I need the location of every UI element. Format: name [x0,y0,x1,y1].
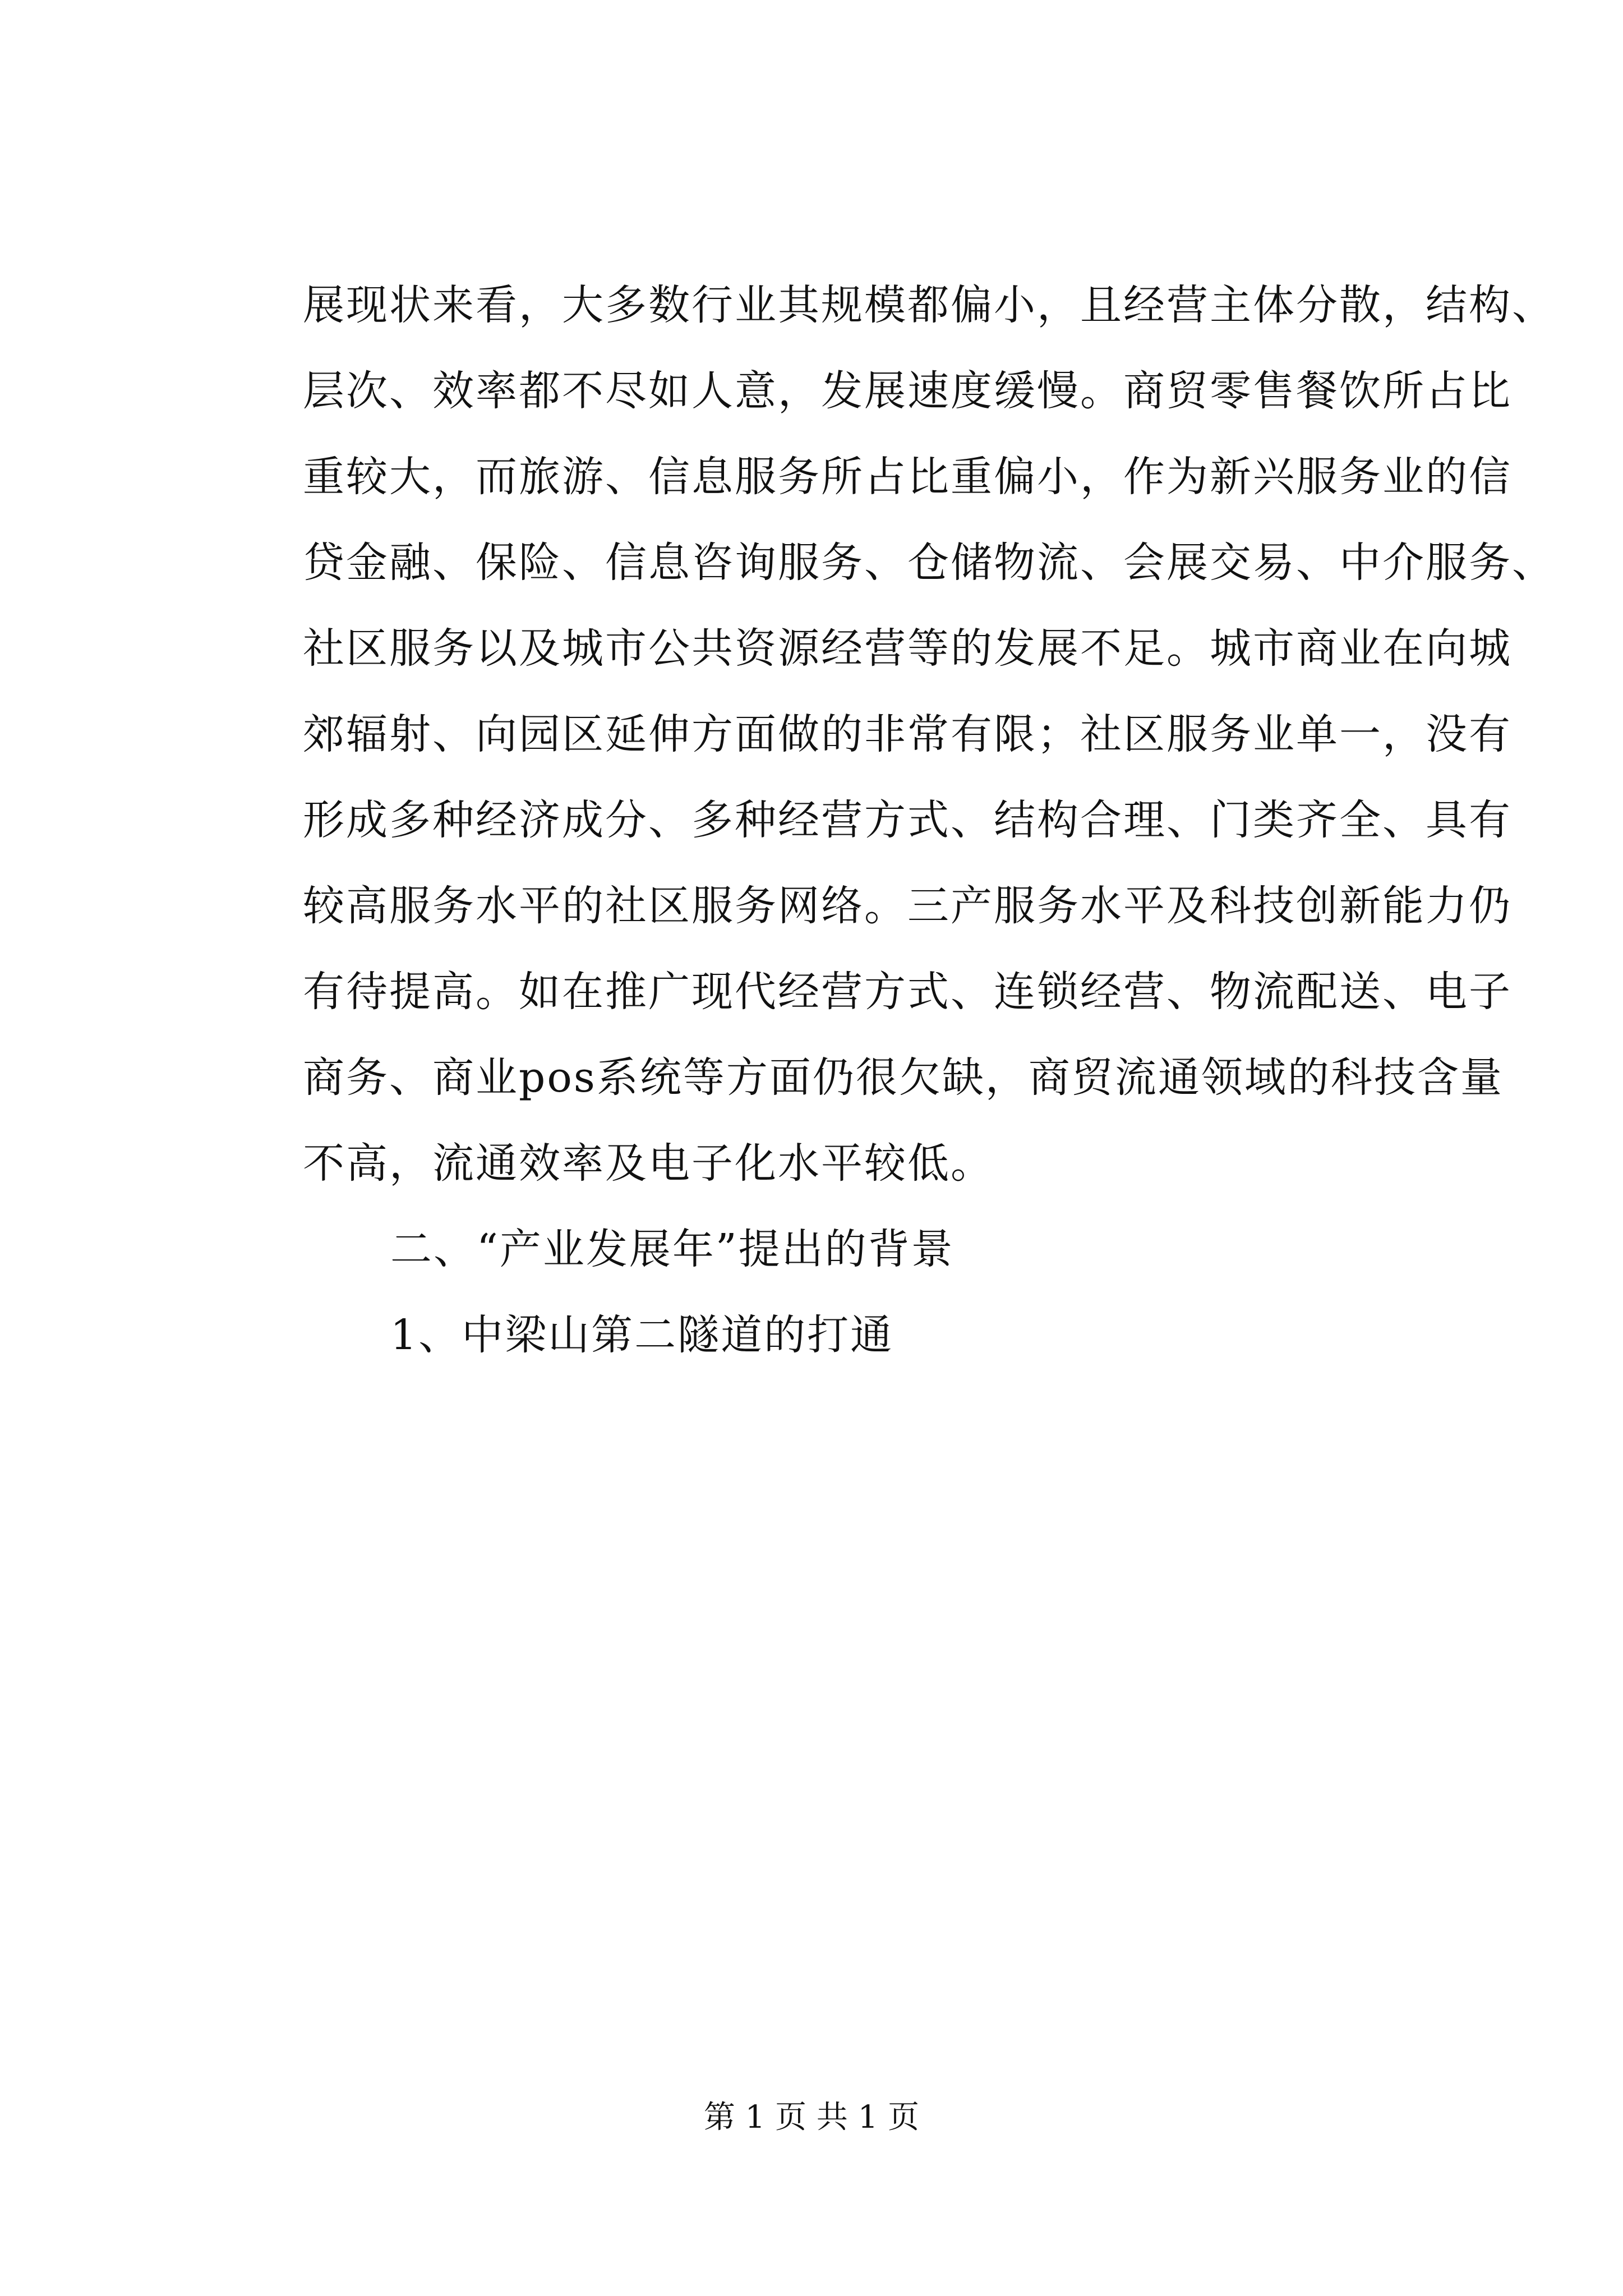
document-body [303,263,1555,1378]
subsection-heading: 1、中梁山第二隧道的打通 [390,1311,894,1359]
paragraph-line: 展现状来看，大多数行业其规模都偏小，且经营主体分散，结构、 [303,281,1555,329]
paragraph-line: 层次、效率都不尽如人意，发展速度缓慢。商贸零售餐饮所占比 [303,367,1512,415]
paragraph-line: 不高，流通效率及电子化水平较低。 [303,1139,994,1188]
paragraph-line: 重较大，而旅游、信息服务所占比重偏小，作为新兴服务业的信 [303,453,1512,501]
paragraph-line: 贷金融、保险、信息咨询服务、仓储物流、会展交易、中介服务、 [303,539,1555,587]
paragraph-line: 商务、商业pos系统等方面仍很欠缺，商贸流通领域的科技含量 [303,1053,1504,1102]
paragraph-line: 较高服务水平的社区服务网络。三产服务水平及科技创新能力仍 [303,882,1512,930]
paragraph-line: 有待提高。如在推广现代经营方式、连锁经营、物流配送、电子 [303,968,1512,1016]
paragraph-line: 社区服务以及城市公共资源经营等的发展不足。城市商业在向城 [303,624,1512,673]
paragraph-line: 郊辐射、向园区延伸方面做的非常有限；社区服务业单一，没有 [303,710,1512,758]
page-footer: 第 1 页 共 1 页 [703,2099,920,2136]
paragraph-line: 形成多种经济成分、多种经营方式、结构合理、门类齐全、具有 [303,796,1512,844]
section-heading: 二、“产业发展年”提出的背景 [390,1225,955,1273]
